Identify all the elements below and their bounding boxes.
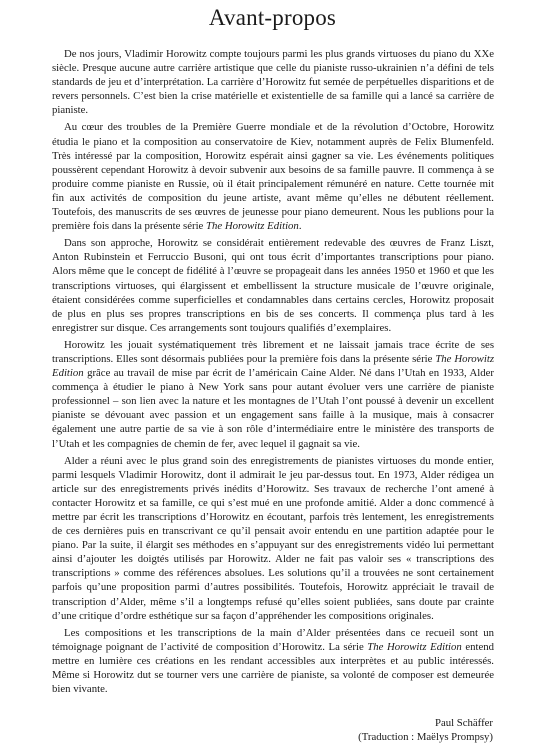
series-title-italic: The Horowitz Edition bbox=[367, 640, 462, 653]
paragraph bbox=[52, 626, 494, 696]
paragraph-text: entend mettre en lumière ces créations en les rendant accessibles aux interprètes et au public intéressés. Même si Horowitz dut se tourner vers une carrière de pianiste, sa volonté de composer est demeurée bien vivante. bbox=[52, 640, 495, 696]
author-name: Paul Schäffer bbox=[434, 717, 493, 729]
series-title-italic: The Horowitz Edition bbox=[52, 352, 494, 380]
translator-credit: (Traduction : Maëlys Prompsy) bbox=[358, 731, 493, 744]
body-text bbox=[52, 47, 494, 699]
paragraph bbox=[52, 120, 494, 233]
paragraph bbox=[52, 338, 494, 451]
paragraph-text: Horowitz les jouait systématiquement très librement et ne laissait jamais trace écrite de ses transcriptions. Elles sont désormais publiées pour la première fois dans la présente série bbox=[52, 338, 494, 365]
paragraph-text: Au cœur des troubles de la Première Guerre mondiale et de la révolution d’Octobre, Horowitz étudia le piano et la composition au conservatoire de Kiev, notamment auprès de Felix Blumenfeld. Très intéressé par la composition, Horowitz espérait ainsi gagner sa vie. Les événements politiques poussèrent cependant Horowitz à devoir subvenir aux besoins de sa famille pauvre. Il commença à se produire comme pianiste en Russie, où il était principalement rémunéré en nature. Cette tournée mit fin aux activités de composition du jeune artiste, avant même qu’elles ne débutent réellement. Toutefois, des manuscrits de ses œuvres de jeunesse pour piano demeurent. Nous les publions pour la première fois dans la présente série bbox=[52, 121, 494, 233]
paragraph bbox=[52, 47, 494, 117]
paragraph-text: Les compositions et les transcriptions de la main d’Alder présentées dans ce recueil sont un témoignage poignant de l’activité de composition d’Horowitz. La série bbox=[52, 626, 494, 653]
paragraph-text: Dans son approche, Horowitz se considérait entièrement redevable des œuvres de Franz Liszt, Anton Rubinstein et Ferruccio Busoni, qui ont tous écrit d’importantes transcriptions pour piano. Alors même que le concept de fidélité à l’œuvre se propageait dans les années 1950 et 1960 et que les transcriptions virtuoses, qui élargissent et embellissent la structure musicale de l’œuvre originale, étaient considérées comme superficielles et condamnables dans certains cercles, Horowitz proposait de plus en plus ses propres transcriptions en bis de ses concerts. Il commença plus tard à les enregistrer sur disque. Ces arrangements sont toujours qualifiés d’exemplaires. bbox=[52, 237, 494, 334]
paragraph bbox=[52, 454, 494, 623]
paragraph-text: Alder a réuni avec le plus grand soin des enregistrements de pianistes virtuoses du monde entier, parmi lesquels Vladimir Horowitz, dont il admirait le jeu par-dessus tout. En 1973, Alder rédigea un article sur des enregistrements privés inédits d’Horowitz. Ses travaux de recherche l’ont amené à contacter Horowitz et sa famille, ce qui s’est mué en une profonde amitié. Alder a donc commencé à mettre par écrit les transcriptions d’Horowitz en écoutant, parfois très lentement, les enregistrements de ces dernières puis en transcrivant ce qu’il pensait avoir entendu en une partition adaptée pour le piano. Par la suite, il élargit ses méthodes en s’appuyant sur des enregistrements vidéo lui permettant ainsi d’ajouter les doigtés utilisés par Horowitz. Alder ne fait pas valoir ses « transcriptions des transcriptions » comme des références absolues. Les solutions qu’il a trouvées ne sont certainement parfois qu’une proposition parmi d’autres possibilités. Toutefois, Horowitz appréciait le travail de transcription d’Alder, même s’il a longtemps refusé qu’elles soient publiées, sans doute par crainte d’une critique d’ordre esthétique sur sa façon d’appréhender les compositions originales. bbox=[52, 454, 494, 622]
signature-block bbox=[358, 716, 493, 744]
page-title: Avant-propos bbox=[208, 5, 337, 30]
paragraph-text: De nos jours, Vladimir Horowitz compte toujours parmi les plus grands virtuoses du piano du XXe siècle. Presque aucune autre carrière artistique que celle du pianiste russo-ukrainien n’a défini de tels standards de jeu et d’interprétation. La carrière d’Horowitz fut semée de perpétuelles disparitions et de revers personnels. C’est bien la crise matérielle et existentielle de sa famille qui a lancé sa carrière de pianiste. bbox=[52, 48, 494, 117]
paragraph-text: . bbox=[298, 220, 302, 233]
series-title-italic: The Horowitz Edition bbox=[206, 220, 299, 233]
paragraph bbox=[52, 236, 494, 335]
paragraph-text: grâce au travail de mise par écrit de l’américain Caine Alder. Né dans l’Utah en 1933, Alder commença à étudier le piano à New York sans pour autant évoluer vers une carrière de pianiste professionnel – son lien avec la nature et les montagnes de l’Utah l’ont poussé à devenir un excellent pianiste se dévouant avec passion et un engagement sans faille à la musique, mais à consacrer également une autre partie de sa vie à son rôle d’intermédiaire entre le ministère des transports de l’Utah et les compagnies de chemin de fer, avec lequel il gagnait sa vie. bbox=[52, 367, 494, 450]
